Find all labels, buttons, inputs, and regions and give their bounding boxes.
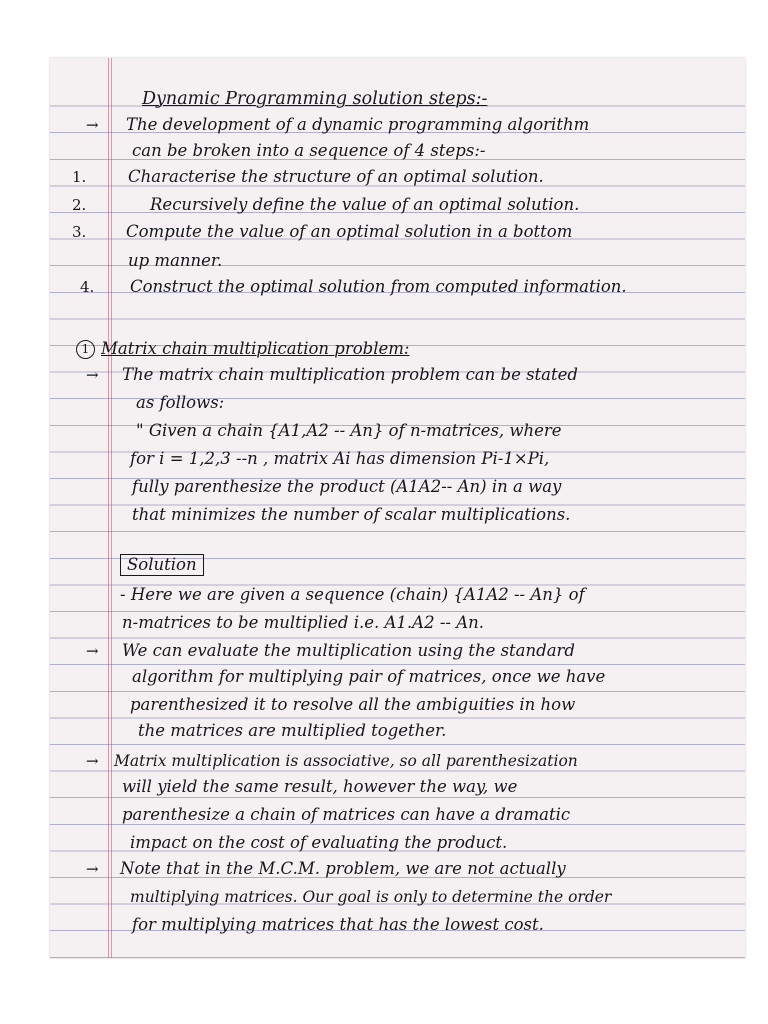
solution-text: algorithm for multiplying pair of matrices, once we have bbox=[132, 667, 606, 686]
arrow-icon: → bbox=[86, 860, 99, 878]
solution-text: Note that in the M.C.M. problem, we are not actually bbox=[120, 859, 566, 878]
section-heading-line bbox=[50, 336, 745, 362]
section-line bbox=[50, 418, 745, 444]
section-line bbox=[50, 446, 745, 472]
section-line bbox=[50, 390, 745, 416]
intro-line-2 bbox=[50, 138, 745, 164]
section-title: Matrix chain multiplication problem: bbox=[101, 339, 410, 358]
solution-line bbox=[50, 748, 745, 774]
solution-text: multiplying matrices. Our goal is only to determine the order bbox=[130, 888, 612, 906]
section-text: that minimizes the number of scalar multiplications. bbox=[132, 505, 571, 524]
solution-line bbox=[50, 638, 745, 664]
section-text: The matrix chain multiplication problem can be stated bbox=[122, 365, 578, 384]
step-number: 4. bbox=[80, 278, 95, 296]
step-number: 2. bbox=[72, 196, 87, 214]
section-line bbox=[50, 362, 745, 388]
solution-text: n-matrices to be multiplied i.e. A1.A2 -- An. bbox=[122, 613, 485, 632]
solution-heading bbox=[120, 552, 204, 578]
solution-label: Solution bbox=[120, 554, 204, 576]
step-text: Recursively define the value of an optimal solution. bbox=[150, 195, 580, 214]
solution-text: for multiplying matrices that has the lowest cost. bbox=[132, 915, 544, 934]
step-line bbox=[50, 164, 745, 190]
solution-text: the matrices are multiplied together. bbox=[138, 721, 447, 740]
step-number: 3. bbox=[72, 223, 87, 241]
section-text: " Given a chain {A1,A2 -- An} of n-matrices, where bbox=[136, 421, 562, 440]
solution-line bbox=[50, 610, 745, 636]
solution-line bbox=[50, 582, 745, 608]
solution-text: parenthesized it to resolve all the ambiguities in how bbox=[130, 695, 576, 714]
intro-line-1 bbox=[50, 112, 745, 138]
arrow-icon: → bbox=[86, 752, 99, 770]
section-number: 1 bbox=[76, 340, 95, 359]
arrow-icon: → bbox=[86, 116, 99, 134]
section-line bbox=[50, 502, 745, 528]
solution-text: parenthesize a chain of matrices can have a dramatic bbox=[122, 805, 571, 824]
step-number: 1. bbox=[72, 168, 87, 186]
step-text: Compute the value of an optimal solution in a bottom bbox=[126, 222, 573, 241]
solution-line bbox=[50, 884, 745, 910]
solution-line bbox=[50, 856, 745, 882]
solution-line bbox=[50, 774, 745, 800]
solution-text: will yield the same result, however the way, we bbox=[122, 777, 518, 796]
solution-line bbox=[50, 718, 745, 744]
page-title: Dynamic Programming solution steps:- bbox=[142, 89, 488, 109]
step-text: Construct the optimal solution from computed information. bbox=[130, 277, 627, 296]
arrow-icon: → bbox=[86, 366, 99, 384]
section-text: as follows: bbox=[136, 393, 225, 412]
solution-line bbox=[50, 692, 745, 718]
step-line bbox=[50, 248, 745, 274]
solution-heading-line bbox=[50, 552, 745, 578]
intro-text: The development of a dynamic programming algorithm bbox=[126, 115, 590, 134]
solution-text: - Here we are given a sequence (chain) {A1A2 -- An} of bbox=[120, 585, 585, 604]
solution-line bbox=[50, 912, 745, 938]
solution-line bbox=[50, 830, 745, 856]
step-text: Characterise the structure of an optimal solution. bbox=[128, 167, 544, 186]
step-line bbox=[50, 274, 745, 300]
solution-text: Matrix multiplication is associative, so all parenthesization bbox=[114, 752, 578, 770]
intro-text: can be broken into a sequence of 4 steps:- bbox=[132, 141, 486, 160]
solution-line bbox=[50, 802, 745, 828]
title-line bbox=[50, 86, 745, 112]
section-heading bbox=[76, 336, 410, 362]
section-line bbox=[50, 474, 745, 500]
solution-line bbox=[50, 664, 745, 690]
step-line bbox=[50, 219, 745, 245]
section-text: for i = 1,2,3 --n , matrix Ai has dimension Pi-1×Pi, bbox=[130, 449, 550, 468]
step-text: up manner. bbox=[128, 251, 223, 270]
solution-text: impact on the cost of evaluating the product. bbox=[130, 833, 508, 852]
notebook-page bbox=[50, 58, 745, 958]
solution-text: We can evaluate the multiplication using the standard bbox=[122, 641, 575, 660]
arrow-icon: → bbox=[86, 642, 99, 660]
step-line bbox=[50, 192, 745, 218]
section-text: fully parenthesize the product (A1A2-- An) in a way bbox=[132, 477, 562, 496]
